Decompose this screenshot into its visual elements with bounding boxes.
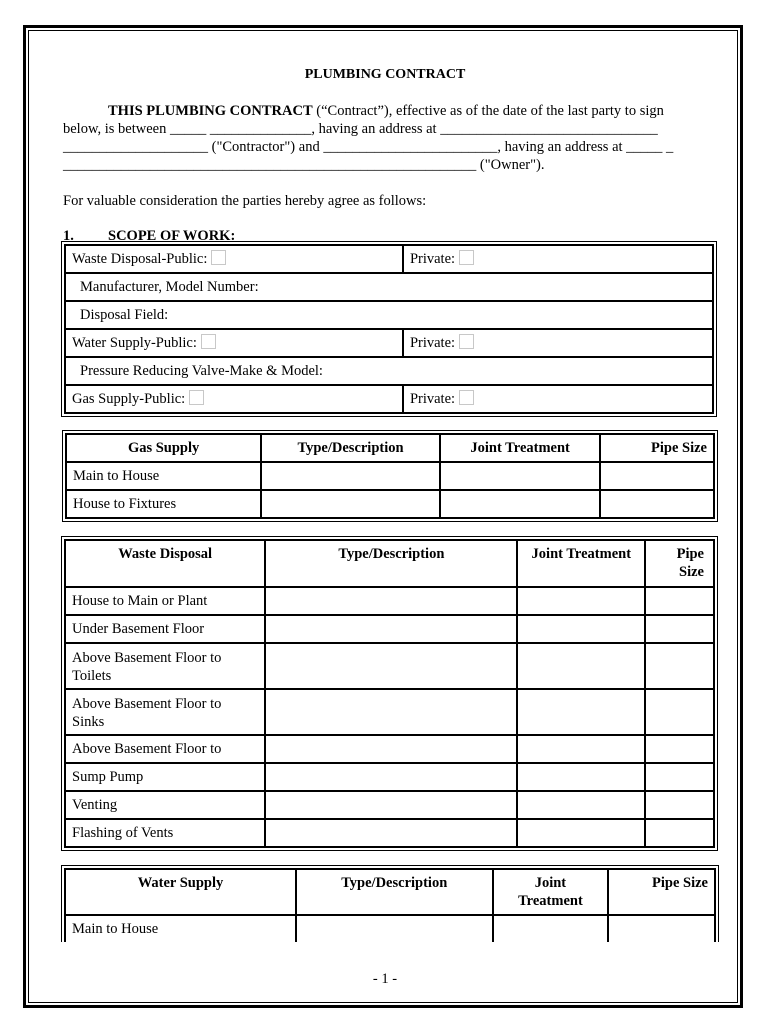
gas-private-checkbox[interactable]	[459, 390, 474, 405]
waste-private-checkbox[interactable]	[459, 250, 474, 265]
column-header: Pipe Size	[600, 434, 714, 462]
scope-cell	[65, 385, 403, 413]
section-number: 1.	[63, 228, 74, 244]
table-row	[65, 819, 714, 847]
intro-line-4: _________________________________________________________ ("Owner").	[63, 157, 545, 173]
table-row	[65, 615, 714, 643]
table-row	[65, 915, 715, 943]
table-row	[65, 763, 714, 791]
scope-label: Waste Disposal-Public:	[72, 251, 208, 267]
column-header: Pipe Size	[608, 869, 715, 915]
scope-label: Gas Supply-Public:	[72, 391, 186, 407]
size-cell[interactable]	[645, 689, 714, 735]
row-label: Venting	[65, 791, 265, 819]
row-label: Sump Pump	[65, 763, 265, 791]
type-cell[interactable]	[261, 462, 440, 490]
row-label: Above Basement Floor to	[65, 735, 265, 763]
table-row	[65, 301, 713, 329]
joint-cell[interactable]	[517, 615, 645, 643]
joint-cell[interactable]	[517, 819, 645, 847]
table-header-row	[65, 540, 714, 587]
waste-disposal-table	[64, 539, 715, 848]
scope-label: Private:	[409, 391, 456, 407]
joint-cell[interactable]	[517, 689, 645, 735]
gas-public-checkbox[interactable]	[189, 390, 204, 405]
scope-label: Disposal Field:	[65, 301, 713, 329]
table-row	[65, 587, 714, 615]
column-header: Waste Disposal	[65, 540, 265, 587]
joint-cell[interactable]	[440, 462, 601, 490]
joint-cell[interactable]	[517, 735, 645, 763]
column-header: Joint Treatment	[440, 434, 601, 462]
size-cell[interactable]	[645, 643, 714, 689]
scope-table	[64, 244, 714, 414]
size-cell[interactable]	[645, 587, 714, 615]
table-row	[65, 357, 713, 385]
row-label: Main to House	[66, 462, 261, 490]
type-cell[interactable]	[265, 819, 517, 847]
waste-public-checkbox[interactable]	[211, 250, 226, 265]
row-label: Under Basement Floor	[65, 615, 265, 643]
table-row	[65, 245, 713, 273]
intro-bold: THIS PLUMBING CONTRACT	[108, 103, 313, 119]
joint-cell[interactable]	[517, 643, 645, 689]
joint-cell[interactable]	[517, 587, 645, 615]
size-cell[interactable]	[645, 791, 714, 819]
table-row	[66, 462, 714, 490]
scope-cell	[403, 385, 713, 413]
intro-line-1	[108, 102, 664, 120]
type-cell[interactable]	[265, 689, 517, 735]
page-cut-mask	[58, 942, 722, 962]
type-cell[interactable]	[265, 615, 517, 643]
scope-label: Private:	[409, 251, 456, 267]
joint-cell[interactable]	[517, 791, 645, 819]
water-private-checkbox[interactable]	[459, 334, 474, 349]
size-cell[interactable]	[645, 615, 714, 643]
table-row	[65, 735, 714, 763]
type-cell[interactable]	[261, 490, 440, 518]
column-header: Type/Description	[296, 869, 493, 915]
row-label: Above Basement Floor to Toilets	[65, 643, 265, 689]
table-row	[65, 385, 713, 413]
column-header: Pipe Size	[645, 540, 714, 587]
document-title: PLUMBING CONTRACT	[304, 67, 466, 82]
column-header: Type/Description	[261, 434, 440, 462]
section-title: SCOPE OF WORK:	[108, 228, 236, 244]
column-header: Joint Treatment	[493, 869, 609, 915]
row-label: Above Basement Floor to Sinks	[65, 689, 265, 735]
table-row	[65, 643, 714, 689]
size-cell[interactable]	[645, 763, 714, 791]
joint-cell[interactable]	[440, 490, 601, 518]
table-row	[65, 329, 713, 357]
water-public-checkbox[interactable]	[201, 334, 216, 349]
table-header-row	[66, 434, 714, 462]
joint-cell[interactable]	[493, 915, 609, 943]
table-row	[65, 273, 713, 301]
type-cell[interactable]	[265, 763, 517, 791]
row-label: House to Main or Plant	[65, 587, 265, 615]
consideration-text: For valuable consideration the parties hereby agree as follows:	[63, 193, 427, 209]
row-label: House to Fixtures	[66, 490, 261, 518]
size-cell[interactable]	[600, 462, 714, 490]
scope-cell	[403, 245, 713, 273]
scope-label: Private:	[409, 335, 456, 351]
scope-label: Pressure Reducing Valve-Make & Model:	[65, 357, 713, 385]
size-cell[interactable]	[600, 490, 714, 518]
joint-cell[interactable]	[517, 763, 645, 791]
column-header: Type/Description	[265, 540, 517, 587]
column-header: Water Supply	[65, 869, 296, 915]
table-row	[65, 791, 714, 819]
column-header: Gas Supply	[66, 434, 261, 462]
intro-line-2: below, is between _____ ______________, having an address at ______________________________	[63, 121, 658, 137]
table-row	[66, 490, 714, 518]
scope-cell	[65, 329, 403, 357]
type-cell[interactable]	[265, 735, 517, 763]
intro-rest: (“Contract”), effective as of the date of the last party to sign	[312, 103, 664, 119]
type-cell[interactable]	[265, 587, 517, 615]
type-cell[interactable]	[296, 915, 493, 943]
water-supply-table	[64, 868, 716, 944]
scope-label: Water Supply-Public:	[72, 335, 197, 351]
column-header: Joint Treatment	[517, 540, 645, 587]
row-label: Main to House	[65, 915, 296, 943]
scope-label: Manufacturer, Model Number:	[65, 273, 713, 301]
table-header-row	[65, 869, 715, 915]
page-number: - 1 -	[372, 971, 398, 987]
gas-supply-table	[65, 433, 715, 519]
scope-cell	[65, 245, 403, 273]
size-cell[interactable]	[645, 735, 714, 763]
intro-line-3: ____________________ ("Contractor") and ________________________, having an address at _____ _	[63, 139, 674, 155]
size-cell[interactable]	[608, 915, 715, 943]
table-row	[65, 689, 714, 735]
scope-cell	[403, 329, 713, 357]
row-label: Flashing of Vents	[65, 819, 265, 847]
type-cell[interactable]	[265, 643, 517, 689]
type-cell[interactable]	[265, 791, 517, 819]
size-cell[interactable]	[645, 819, 714, 847]
